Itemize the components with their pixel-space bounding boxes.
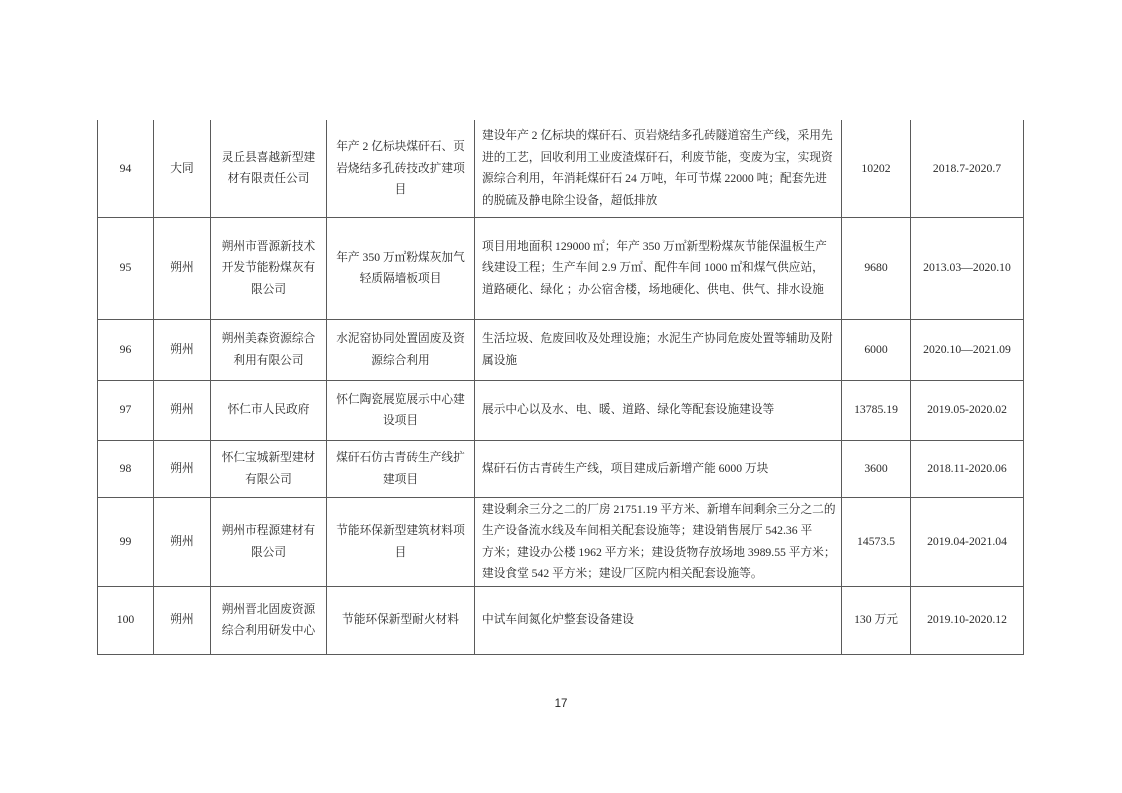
company-cell: 朔州市晋源新技术 开发节能粉煤灰有 限公司: [211, 217, 327, 319]
period-cell: 2019.05-2020.02: [911, 380, 1024, 440]
city-cell: 朔州: [154, 217, 211, 319]
row-number-cell: 96: [98, 319, 154, 380]
project-cell: 节能环保新型建筑材料项 目: [327, 497, 475, 586]
city-cell: 朔州: [154, 319, 211, 380]
company-cell: 朔州晋北固废资源 综合利用研发中心: [211, 586, 327, 654]
city-cell: 朔州: [154, 586, 211, 654]
content-cell: 建设年产 2 亿标块的煤矸石、页岩烧结多孔砖隧道窑生产线，采用先 进的工艺，回收利用工业废渣煤矸石，利废节能，变废为宝，实现资 源综合利用，年消耗煤矸石 24 万吨，年可节煤 22000 吨；配套先进 的脱硫及静电除尘设备，超低排放: [475, 120, 842, 217]
company-cell: 怀仁宝城新型建材 有限公司: [211, 440, 327, 497]
investment-cell: 13785.19: [842, 380, 911, 440]
project-cell: 年产 2 亿标块煤矸石、页 岩烧结多孔砖技改扩建项 目: [327, 120, 475, 217]
table-row: [98, 586, 1024, 654]
row-number-cell: 98: [98, 440, 154, 497]
project-cell: 年产 350 万㎡粉煤灰加气 轻质隔墙板项目: [327, 217, 475, 319]
page-number: 17: [554, 698, 568, 710]
investment-cell: 6000: [842, 319, 911, 380]
company-cell: 朔州市程源建材有 限公司: [211, 497, 327, 586]
row-number-cell: 100: [98, 586, 154, 654]
content-cell: 煤矸石仿古青砖生产线，项目建成后新增产能 6000 万块: [475, 440, 842, 497]
company-cell: 怀仁市人民政府: [211, 380, 327, 440]
period-cell: 2018.11-2020.06: [911, 440, 1024, 497]
investment-cell: 9680: [842, 217, 911, 319]
content-cell: 展示中心以及水、电、暖、道路、绿化等配套设施建设等: [475, 380, 842, 440]
table-row: [98, 319, 1024, 380]
investment-cell: 10202: [842, 120, 911, 217]
investment-cell: 3600: [842, 440, 911, 497]
table-row: [98, 380, 1024, 440]
investment-cell: 14573.5: [842, 497, 911, 586]
period-cell: 2019.04-2021.04: [911, 497, 1024, 586]
project-cell: 怀仁陶瓷展览展示中心建 设项目: [327, 380, 475, 440]
period-cell: 2018.7-2020.7: [911, 120, 1024, 217]
table-row: [98, 217, 1024, 319]
project-cell: 水泥窑协同处置固废及资 源综合利用: [327, 319, 475, 380]
content-cell: 生活垃圾、危废回收及处理设施；水泥生产协同危废处置等辅助及附 属设施: [475, 319, 842, 380]
city-cell: 大同: [154, 120, 211, 217]
table-row: [98, 120, 1024, 217]
content-cell: 建设剩余三分之二的厂房 21751.19 平方米、新增车间剩余三分之二的 生产设备流水线及车间相关配套设施等；建设销售展厅 542.36 平 方米；建设办公楼 1962 平方米；建设货物存放场地 3989.55 平方米； 建设食堂 542 平方米；建设厂区院内相关配套设施等。: [475, 497, 842, 586]
row-number-cell: 99: [98, 497, 154, 586]
period-cell: 2019.10-2020.12: [911, 586, 1024, 654]
company-cell: 灵丘县喜越新型建 材有限责任公司: [211, 120, 327, 217]
city-cell: 朔州: [154, 380, 211, 440]
project-cell: 煤矸石仿古青砖生产线扩 建项目: [327, 440, 475, 497]
row-number-cell: 95: [98, 217, 154, 319]
period-cell: 2020.10—2021.09: [911, 319, 1024, 380]
city-cell: 朔州: [154, 440, 211, 497]
table-row: [98, 440, 1024, 497]
content-cell: 中试车间氮化炉整套设备建设: [475, 586, 842, 654]
content-cell: 项目用地面积 129000 ㎡；年产 350 万㎡新型粉煤灰节能保温板生产 线建设工程；生产车间 2.9 万㎡、配件车间 1000 ㎡和煤气供应站， 道路硬化、绿化 ；办公宿舍楼，场地硬化、供电、供气、排水设施: [475, 217, 842, 319]
investment-cell: 130 万元: [842, 586, 911, 654]
company-cell: 朔州美森资源综合 利用有限公司: [211, 319, 327, 380]
project-cell: 节能环保新型耐火材料: [327, 586, 475, 654]
table-row: [98, 497, 1024, 586]
period-cell: 2013.03—2020.10: [911, 217, 1024, 319]
row-number-cell: 94: [98, 120, 154, 217]
row-number-cell: 97: [98, 380, 154, 440]
project-table: [97, 120, 1024, 655]
city-cell: 朔州: [154, 497, 211, 586]
